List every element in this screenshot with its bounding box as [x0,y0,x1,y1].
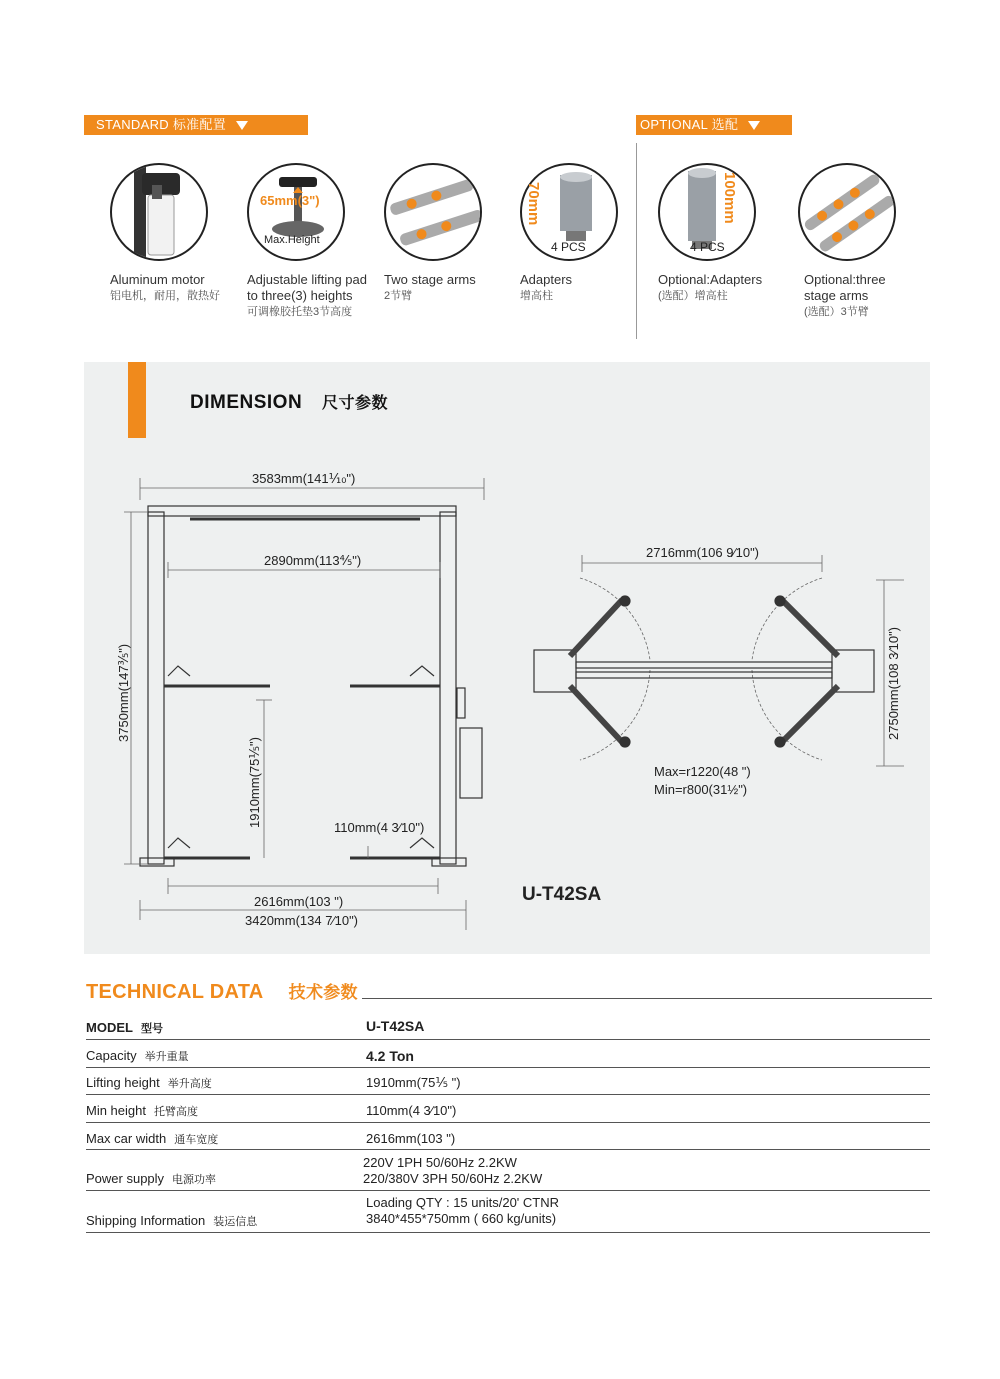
row-key [86,1020,163,1036]
row-key-cn: 通车宽度 [174,1134,219,1146]
row-key [86,1131,218,1147]
standard-tag-label: STANDARD 标准配置 [96,117,227,132]
height-label: 3750mm(147⅗") [116,643,131,742]
row-key [86,1075,212,1091]
feature-subtitle: (选配）增高柱 [658,290,728,302]
row-value: 4.2 Ton [366,1048,414,1064]
row-key-cn: 举升重量 [144,1051,189,1063]
technical-title-cn: 技术参数 [288,983,358,1002]
table-row [86,1150,930,1191]
adapter-height-badge: 70mm [525,182,542,226]
pad-max-height-text: Max.Height [264,234,320,246]
feature-title: Optional:three stage arms [804,272,886,303]
arm-span-label: 2716mm(106 9⁄10") [646,545,760,560]
row-key-cn: 托臂高度 [153,1106,198,1118]
base-width-label: 3420mm(134 7⁄10") [245,913,359,928]
row-value-line: 3840*455*750mm ( 660 kg/units) [366,1211,557,1226]
row-key-en: Capacity [86,1048,137,1063]
feature-title: Adjustable lifting pad to three(3) heights [247,272,367,303]
row-key-cn: 装运信息 [213,1216,258,1228]
row-value: 1910mm(75⅕ ") [366,1075,461,1090]
min-height-label: 110mm(4 3⁄10") [334,820,425,835]
depth-label: 2750mm(108 3⁄10") [886,626,901,740]
table-row [86,1040,930,1068]
row-key-en: Lifting height [86,1075,160,1090]
dimension-title-en: DIMENSION [190,392,303,413]
dimension-title-cn: 尺寸参数 [321,395,388,412]
technical-title [86,978,358,1004]
row-key [86,1171,216,1187]
feature-subtitle: 2节臂 [384,290,413,302]
inner-width-label: 2890mm(113⅘") [264,553,362,568]
row-value-line: 220V 1PH 50/60Hz 2.2KW [363,1155,517,1170]
feature-title: Adapters [520,272,573,287]
row-value-line: 220/380V 3PH 50/60Hz 2.2KW [363,1171,543,1186]
feature-subtitle: (选配）3节臂 [804,306,869,318]
table-row [86,1191,930,1233]
arm-min-label: Min=r800(31½") [654,782,748,797]
row-value [363,1155,542,1187]
row-key-cn: 型号 [140,1023,163,1035]
row-key-en: Max car width [86,1131,167,1146]
technical-title-rule [362,998,932,999]
table-row [86,1095,930,1123]
row-key-cn: 举升高度 [167,1078,212,1090]
row-key-cn: 电源功率 [172,1174,217,1186]
row-key-en: Power supply [86,1171,165,1186]
adapter-pcs-text: 4 PCS [551,240,586,254]
feature-subtitle: 铝电机，耐用，散热好 [110,290,220,302]
optional-adapter-height-badge: 100mm [721,172,738,224]
row-key-en: Min height [86,1103,146,1118]
feature-title: Aluminum motor [110,272,205,287]
row-value [366,1195,559,1227]
lifting-height-label: 1910mm(75⅕") [247,737,262,828]
table-row [86,1123,930,1150]
drawing-model-label: U-T42SA [522,884,602,905]
overall-width-label: 3583mm(141⅒") [252,471,356,486]
technical-title-en: TECHNICAL DATA [86,981,263,1003]
table-row [86,1068,930,1095]
row-value: U-T42SA [366,1018,425,1034]
row-key [86,1048,189,1064]
optional-tag-label: OPTIONAL 选配 [640,117,739,132]
row-value-line: Loading QTY : 15 units/20' CTNR [366,1195,560,1210]
optional-adapter-pcs-text: 4 PCS [690,240,725,254]
row-value: 2616mm(103 ") [366,1131,456,1146]
row-key-en: MODEL [86,1020,133,1035]
row-key [86,1213,257,1229]
table-row [86,1014,930,1040]
row-key [86,1103,198,1119]
feature-title: Two stage arms [384,272,476,287]
row-value: 110mm(4 3⁄10") [366,1103,457,1118]
row-key-en: Shipping Information [86,1213,206,1228]
pad-height-badge: 65mm(3") [260,193,320,208]
arm-max-label: Max=r1220(48 ") [654,764,751,779]
drive-through-label: 2616mm(103 ") [254,894,344,909]
feature-title: Optional:Adapters [658,272,763,287]
feature-subtitle: 增高柱 [520,290,553,302]
feature-subtitle: 可调橡胶托垫3节高度 [247,306,353,318]
